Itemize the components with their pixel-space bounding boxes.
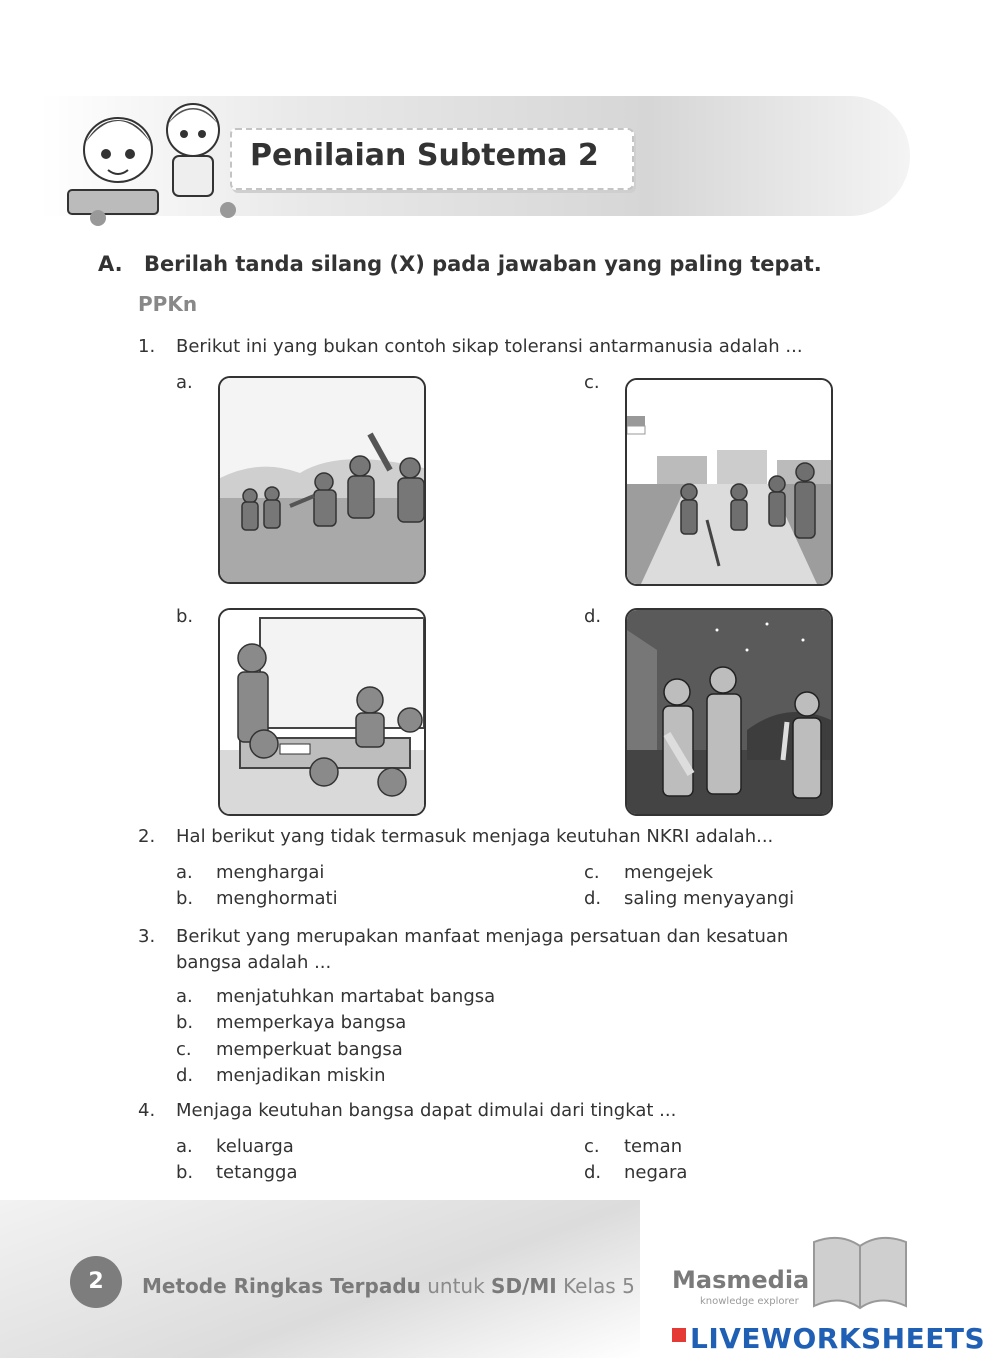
question-4-text: Menjaga keutuhan bangsa dapat dimulai dari tingkat ...: [176, 1100, 677, 1121]
section-letter: A.: [98, 252, 123, 276]
question-3-text-line2: bangsa adalah ...: [176, 952, 332, 973]
q1-option-b-image[interactable]: [218, 608, 426, 816]
option-letter: c.: [584, 862, 600, 883]
q2-option-a[interactable]: [176, 862, 325, 883]
option-text: keluarga: [216, 1136, 294, 1157]
option-letter: c.: [176, 1039, 192, 1060]
watermark[interactable]: LIVEWORKSHEETS: [690, 1322, 986, 1355]
night-patrol-illustration: [627, 610, 831, 814]
option-letter: d.: [176, 1065, 194, 1086]
q1-option-d-image[interactable]: [625, 608, 833, 816]
q1-option-c-image[interactable]: [625, 378, 833, 586]
book-title-middle: untuk: [427, 1274, 485, 1298]
option-letter: b.: [176, 888, 194, 909]
q3-option-a[interactable]: [176, 986, 496, 1007]
option-text: tetangga: [216, 1162, 298, 1183]
option-text: memperkuat bangsa: [216, 1039, 403, 1060]
option-text: mengejek: [624, 862, 714, 883]
option-text: memperkaya bangsa: [216, 1012, 407, 1033]
q1-option-a-letter[interactable]: a.: [176, 372, 193, 393]
option-text: menghormati: [216, 888, 338, 909]
q2-option-b[interactable]: [176, 888, 338, 909]
q4-option-c[interactable]: [584, 1136, 683, 1157]
option-text: saling menyayangi: [624, 888, 795, 909]
section-instruction: Berilah tanda silang (X) pada jawaban yang paling tepat.: [143, 252, 822, 276]
question-4-number: 4.: [138, 1100, 156, 1121]
q1-option-b-letter[interactable]: b.: [176, 606, 194, 627]
page-title: Penilaian Subtema 2: [250, 138, 599, 173]
children-fighting-illustration: [220, 378, 424, 582]
question-3-text-line1: Berikut yang merupakan manfaat menjaga persatuan dan kesatuan: [176, 926, 789, 947]
option-letter: a.: [176, 986, 193, 1007]
q1-option-a-image[interactable]: [218, 376, 426, 584]
liveworksheets-logo-icon: [672, 1328, 686, 1342]
option-text: negara: [624, 1162, 688, 1183]
option-letter: d.: [584, 888, 602, 909]
option-text: teman: [624, 1136, 683, 1157]
option-text: menjatuhkan martabat bangsa: [216, 986, 496, 1007]
question-2-number: 2.: [138, 826, 156, 847]
q2-option-d[interactable]: [584, 888, 795, 909]
publisher-name: Masmedia: [672, 1266, 810, 1294]
option-letter: a.: [176, 1136, 193, 1157]
q4-option-b[interactable]: [176, 1162, 298, 1183]
subject-heading: PPKn: [138, 292, 198, 316]
option-letter: b.: [176, 1012, 194, 1033]
option-text: menjadikan miskin: [216, 1065, 386, 1086]
q3-option-d[interactable]: [176, 1065, 386, 1086]
book-grade: Kelas 5: [563, 1274, 635, 1298]
option-letter: c.: [584, 1136, 600, 1157]
q4-option-d[interactable]: [584, 1162, 688, 1183]
book-logo-icon: [810, 1232, 910, 1312]
publisher-tagline: knowledge explorer: [700, 1296, 799, 1307]
classroom-discussion-illustration: [220, 610, 424, 814]
book-title-main: Metode Ringkas Terpadu: [142, 1274, 421, 1298]
children-mascot-illustration: [58, 90, 238, 230]
q3-option-b[interactable]: [176, 1012, 407, 1033]
q2-option-c[interactable]: [584, 862, 714, 883]
community-cleaning-illustration: [627, 380, 831, 584]
option-letter: d.: [584, 1162, 602, 1183]
question-1-number: 1.: [138, 336, 156, 357]
q4-option-a[interactable]: [176, 1136, 294, 1157]
book-title: [142, 1274, 635, 1298]
section-label: [98, 252, 822, 276]
option-letter: a.: [176, 862, 193, 883]
q1-option-d-letter[interactable]: d.: [584, 606, 602, 627]
book-level: SD/MI: [491, 1274, 557, 1298]
page-number: 2: [70, 1256, 122, 1308]
option-text: menghargai: [216, 862, 325, 883]
question-2-text: Hal berikut yang tidak termasuk menjaga keutuhan NKRI adalah...: [176, 826, 774, 847]
question-3-number: 3.: [138, 926, 156, 947]
q1-option-c-letter[interactable]: c.: [584, 372, 600, 393]
option-letter: b.: [176, 1162, 194, 1183]
question-1-text: Berikut ini yang bukan contoh sikap toleransi antarmanusia adalah ...: [176, 336, 803, 357]
q3-option-c[interactable]: [176, 1039, 403, 1060]
